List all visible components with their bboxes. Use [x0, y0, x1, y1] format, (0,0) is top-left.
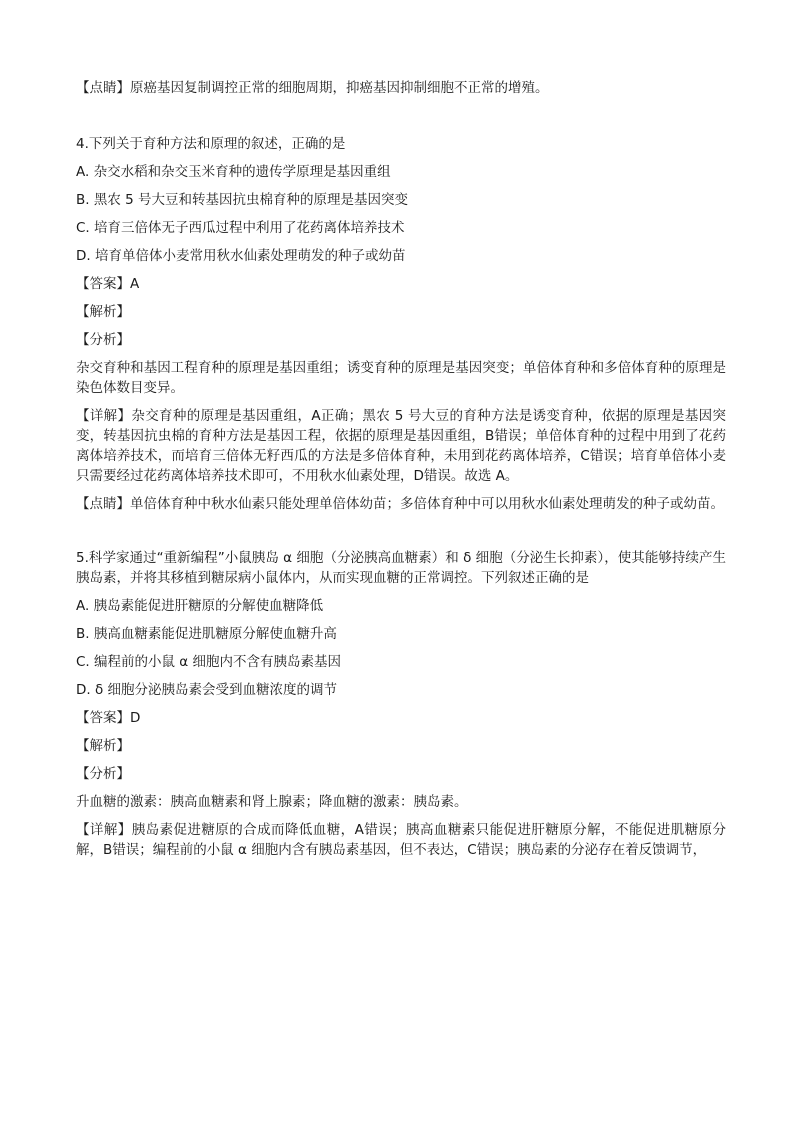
q5-fenxi-label: 【分析】 — [76, 766, 130, 782]
q4-fenxi-label: 【分析】 — [76, 332, 130, 348]
spacer — [76, 522, 726, 548]
q4-stem: 4.下列关于育种方法和原理的叙述，正确的是 — [76, 136, 346, 152]
question-5 — [76, 548, 726, 860]
q4-option-d: D. 培育单倍体小麦常用秋水仙素处理萌发的种子或幼苗 — [76, 248, 406, 264]
q4-detail: 【详解】杂交育种的原理是基因重组，A正确；黑农 5 号大豆的育种方法是诱变育种，依据的原理是基因突变，转基因抗虫棉的育种方法是基因工程，依据的原理是基因重组，B错误；单倍体育种的过程中用到了花药离体培养技术，而培育三倍体无籽西瓜的方法是多倍体育种，未用到花药离体培养，C错误；培育单倍体小麦只需要经过花药离体培养技术即可，不用秋水仙素处理，D错误。故选 A。 — [76, 408, 726, 484]
q5-analysis-label: 【解析】 — [76, 738, 130, 754]
q5-option-d: D. δ 细胞分泌胰岛素会受到血糖浓度的调节 — [76, 682, 338, 698]
q5-fenxi-text: 升血糖的激素：胰高血糖素和肾上腺素；降血糖的激素：胰岛素。 — [76, 794, 468, 810]
q5-option-b: B. 胰高血糖素能促进肌糖原分解使血糖升高 — [76, 626, 337, 642]
document-page — [76, 78, 726, 868]
q4-option-a: A. 杂交水稻和杂交玉米育种的遗传学原理是基因重组 — [76, 164, 391, 180]
q4-analysis-label: 【解析】 — [76, 304, 130, 320]
q5-option-a: A. 胰岛素能促进肝糖原的分解使血糖降低 — [76, 598, 324, 614]
q4-fenxi-text: 杂交育种和基因工程育种的原理是基因重组；诱变育种的原理是基因突变；单倍体育种和多倍体育种的原理是染色体数目变异。 — [76, 360, 726, 396]
q5-stem: 5.科学家通过“重新编程”小鼠胰岛 α 细胞（分泌胰高血糖素）和 δ 细胞（分泌生长抑素），使其能够持续产生胰岛素，并将其移植到糖尿病小鼠体内，从而实现血糖的正常调控。下列叙述正确的是 — [76, 550, 726, 586]
q3-dianjing-note: 【点睛】原癌基因复制调控正常的细胞周期，抑癌基因抑制细胞不正常的增殖。 — [76, 80, 549, 96]
question-4 — [76, 134, 726, 514]
spacer — [76, 106, 726, 134]
q5-detail: 【详解】胰岛素促进糖原的合成而降低血糖，A错误；胰高血糖素只能促进肝糖原分解，不能促进肌糖原分解，B错误；编程前的小鼠 α 细胞内含有胰岛素基因，但不表达，C错误；胰岛素的分泌存在着反馈调节， — [76, 822, 726, 858]
q4-option-c: C. 培育三倍体无子西瓜过程中利用了花药离体培养技术 — [76, 220, 405, 236]
q4-dianjing: 【点睛】单倍体育种中秋水仙素只能处理单倍体幼苗；多倍体育种中可以用秋水仙素处理萌发的种子或幼苗。 — [76, 496, 724, 512]
q5-answer: 【答案】D — [76, 710, 141, 726]
q4-option-b: B. 黑农 5 号大豆和转基因抗虫棉育种的原理是基因突变 — [76, 192, 409, 208]
q5-option-c: C. 编程前的小鼠 α 细胞内不含有胰岛素基因 — [76, 654, 341, 670]
q4-answer: 【答案】A — [76, 276, 140, 292]
